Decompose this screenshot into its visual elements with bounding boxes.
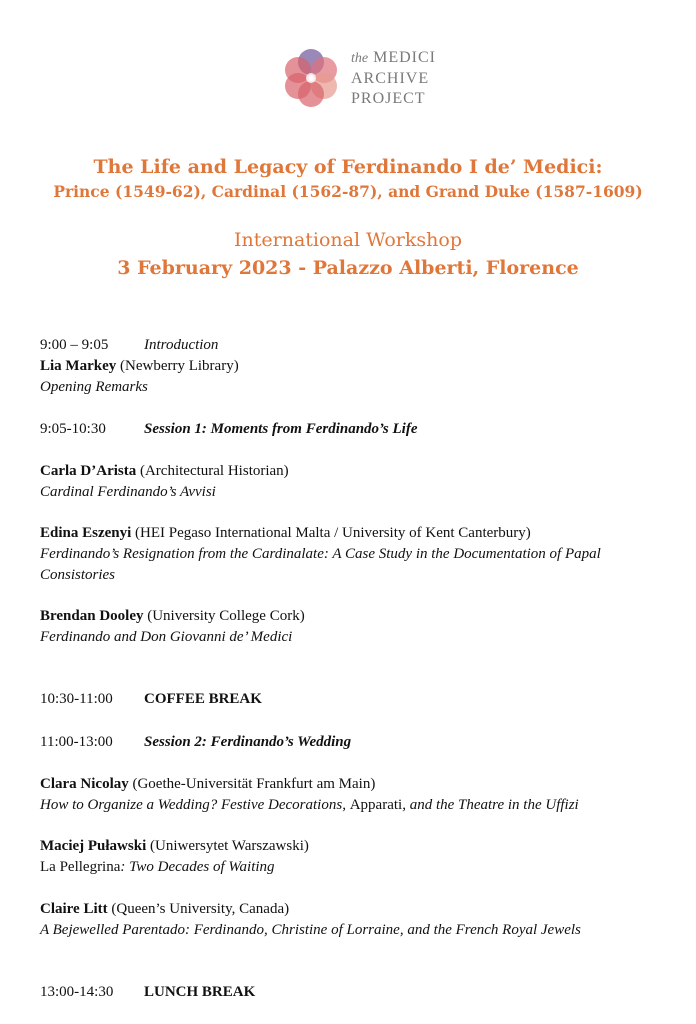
session1-label: Session 1: Moments from Ferdinando’s Life: [144, 421, 418, 437]
coffee-break-row: [40, 691, 262, 708]
s1-talk2-speaker: Edina Eszenyi: [40, 525, 132, 541]
session1-time: 9:05-10:30: [40, 421, 106, 437]
s2-talk1-title-b: Apparati: [349, 797, 403, 813]
s2-talk3-speaker-row: [40, 901, 289, 918]
document-subtitle: Prince (1549-62), Cardinal (1562-87), and Grand Duke (1587-1609): [53, 182, 643, 201]
s1-talk2-title-line1: Ferdinando’s Resignation from the Cardinalate: A Case Study in the Documentation of Papal: [40, 546, 601, 562]
logo-text: [351, 48, 436, 109]
logo-line-3: PROJECT: [351, 90, 426, 107]
s2-talk3-affiliation: (Queen’s University, Canada): [107, 901, 290, 917]
s2-talk2-title-a: La Pellegrina: [40, 859, 121, 875]
coffee-label: COFFEE BREAK: [144, 691, 262, 707]
s2-talk3-speaker: Claire Litt: [40, 901, 108, 917]
intro-speaker-row: [40, 358, 239, 375]
intro-talk: Opening Remarks: [40, 379, 148, 395]
s1-talk3-title: Ferdinando and Don Giovanni de’ Medici: [40, 629, 293, 645]
s1-talk1-speaker: Carla D’Arista: [40, 463, 137, 479]
intro-label: Introduction: [144, 337, 219, 353]
s2-talk2-speaker: Maciej Puławski: [40, 838, 147, 854]
s1-talk1-affiliation: (Architectural Historian): [136, 463, 289, 479]
s1-talk1-speaker-row: [40, 463, 289, 480]
s1-talk3-affiliation: (University College Cork): [143, 608, 305, 624]
intro-time: 9:00 – 9:05: [40, 337, 109, 353]
s1-talk2-title-line2: Consistories: [40, 567, 116, 583]
session1-row: [40, 421, 418, 438]
s2-talk1-title: [40, 797, 579, 814]
s2-talk2-speaker-row: [40, 838, 309, 855]
session2-row: [40, 734, 351, 751]
lunch-label: LUNCH BREAK: [144, 984, 256, 1000]
s2-talk1-title-a: How to Organize a Wedding? Festive Decorations,: [40, 797, 350, 813]
lunch-time: 13:00-14:30: [40, 984, 114, 1000]
session2-time: 11:00-13:00: [40, 734, 113, 750]
workshop-date-venue: 3 February 2023 - Palazzo Alberti, Florence: [117, 257, 579, 279]
logo-prefix: the: [351, 51, 369, 66]
s1-talk2-affiliation: (HEI Pegaso International Malta / University of Kent Canterbury): [131, 525, 531, 541]
session2-label: Session 2: Ferdinando’s Wedding: [144, 734, 352, 750]
s1-talk1-title: Cardinal Ferdinando’s Avvisi: [40, 484, 216, 500]
s2-talk1-speaker-row: [40, 776, 375, 793]
s2-talk1-speaker: Clara Nicolay: [40, 776, 129, 792]
medici-archive-logo: [276, 42, 456, 114]
intro-time-row: [40, 337, 218, 354]
logo-line-2: ARCHIVE: [351, 70, 430, 87]
s1-talk2-speaker-row: [40, 525, 531, 542]
s2-talk3-title: A Bejewelled Parentado: Ferdinando, Christine of Lorraine, and the French Royal Jewels: [40, 922, 581, 938]
intro-speaker: Lia Markey: [40, 358, 117, 374]
s2-talk2-title: [40, 859, 275, 876]
workshop-heading: International Workshop: [234, 229, 462, 251]
s1-talk3-speaker: Brendan Dooley: [40, 608, 144, 624]
coffee-time: 10:30-11:00: [40, 691, 113, 707]
s2-talk1-title-c: , and the Theatre in the Uffizi: [402, 797, 579, 813]
s2-talk2-title-b: : Two Decades of Waiting: [120, 859, 275, 875]
s1-talk3-speaker-row: [40, 608, 305, 625]
flower-logo-icon: [276, 42, 346, 114]
s2-talk1-affiliation: (Goethe-Universität Frankfurt am Main): [128, 776, 376, 792]
lunch-break-row: [40, 984, 255, 1001]
s2-talk2-affiliation: (Uniwersytet Warszawski): [146, 838, 309, 854]
logo-line-1: MEDICI: [373, 49, 436, 66]
document-title: The Life and Legacy of Ferdinando I de’ Medici:: [93, 156, 603, 178]
intro-affiliation: (Newberry Library): [116, 358, 239, 374]
